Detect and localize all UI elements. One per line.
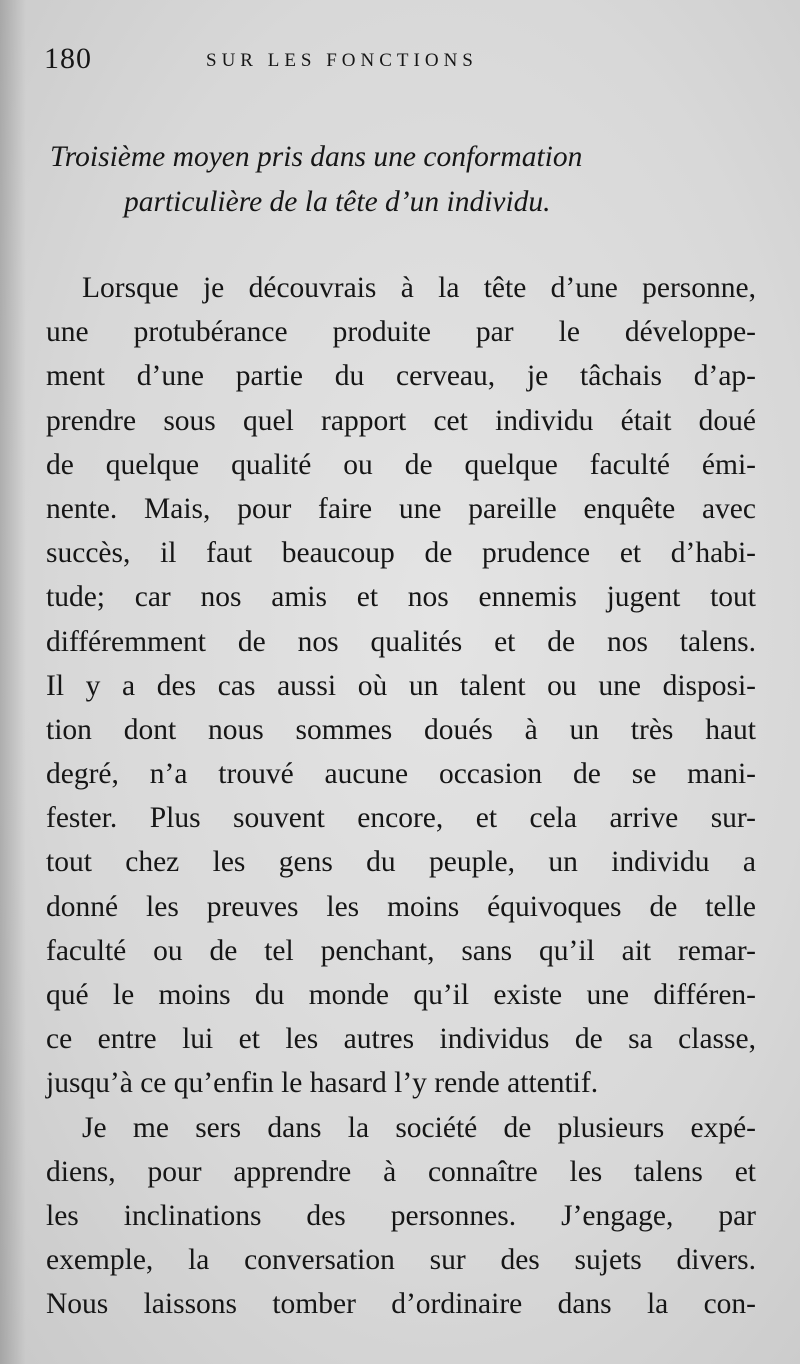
- page-number: 180: [44, 42, 92, 75]
- text-line: succès, il faut beaucoup de prudence et d’habi-: [46, 537, 756, 570]
- text-line: une protubérance produite par le développe-: [46, 316, 756, 349]
- text-line: nente. Mais, pour faire une pareille enquête avec: [46, 492, 756, 525]
- text-line: donné les preuves les moins équivoques de telle: [46, 890, 756, 923]
- text-line: diens, pour apprendre à connaître les talens et: [46, 1155, 756, 1188]
- section-heading-line: Troisième moyen pris dans une conformation: [50, 141, 583, 173]
- paragraph-1: [46, 266, 756, 1106]
- text-line: tude; car nos amis et nos ennemis jugent tout: [46, 581, 756, 614]
- text-line: Lorsque je découvrais à la tête d’une personne,: [82, 272, 756, 304]
- text-line: ce entre lui et les autres individus de sa classe,: [46, 1023, 756, 1056]
- body-text: [46, 266, 756, 1327]
- running-head: [44, 42, 564, 82]
- gutter-shadow: [0, 0, 26, 1364]
- section-heading-line: particulière de la tête d’un individu.: [124, 186, 551, 218]
- text-line: Nous laissons tomber d’ordinaire dans la con-: [46, 1288, 756, 1321]
- text-line: de quelque qualité ou de quelque faculté émi-: [46, 448, 756, 481]
- text-line: Il y a des cas aussi où un talent ou une disposi-: [46, 669, 756, 702]
- text-line: tion dont nous sommes doués à un très haut: [46, 713, 756, 746]
- text-line: degré, n’a trouvé aucune occasion de se mani-: [46, 758, 756, 791]
- text-line: les inclinations des personnes. J’engage, par: [46, 1199, 756, 1232]
- section-heading: [44, 135, 758, 225]
- running-head-title: SUR LES FONCTIONS: [206, 50, 478, 71]
- text-line: différemment de nos qualités et de nos talens.: [46, 625, 756, 658]
- text-line: prendre sous quel rapport cet individu était doué: [46, 404, 756, 437]
- text-line: fester. Plus souvent encore, et cela arrive sur-: [46, 802, 756, 835]
- text-line: qué le moins du monde qu’il existe une différen-: [46, 979, 756, 1011]
- text-line: faculté ou de tel penchant, sans qu’il ait remar-: [46, 934, 756, 967]
- text-line: Je me sers dans la société de plusieurs expé-: [82, 1111, 756, 1144]
- text-line: ment d’une partie du cerveau, je tâchais d’ap-: [46, 360, 756, 393]
- text-line: exemple, la conversation sur des sujets divers.: [46, 1244, 756, 1277]
- paragraph-2: [46, 1106, 756, 1327]
- text-line: tout chez les gens du peuple, un individu a: [46, 846, 756, 879]
- text-line: jusqu’à ce qu’enfin le hasard l’y rende attentif.: [46, 1067, 599, 1100]
